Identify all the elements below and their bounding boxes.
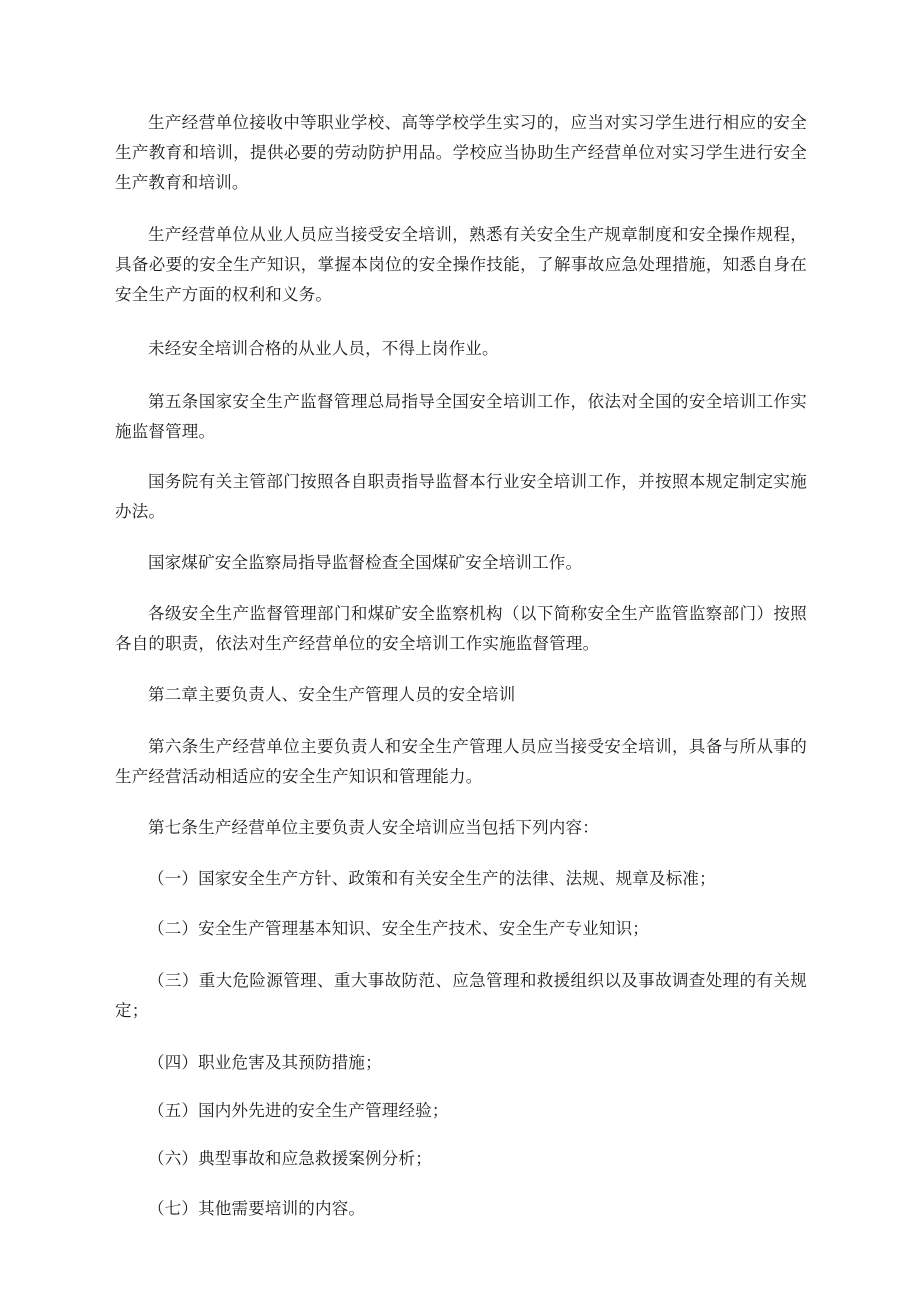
list-item-4: （四）职业危害及其预防措施； [148, 1053, 382, 1072]
paragraph-no-unqualified: 未经安全培训合格的从业人员，不得上岗作业。 [148, 339, 499, 358]
paragraph-intern-training: 生产经营单位接收中等职业学校、高等学校学生实习的，应当对实习学生进行相应的安全生产教育和培训，提供必要的劳动防护用品。学校应当协助生产经营单位对实习学生进行安全生产教育和培训。 [115, 113, 807, 192]
paragraph-article-5: 第五条国家安全生产监督管理总局指导全国安全培训工作，依法对全国的安全培训工作实施监督管理。 [115, 392, 807, 441]
paragraph-supervision: 各级安全生产监督管理部门和煤矿安全监察机构（以下简称安全生产监管监察部门）按照各自的职责，依法对生产经营单位的安全培训工作实施监督管理。 [115, 604, 807, 653]
list-item-2: （二）安全生产管理基本知识、安全生产技术、安全生产专业知识； [148, 919, 649, 938]
paragraph-article-7: 第七条生产经营单位主要负责人安全培训应当包括下列内容： [148, 818, 599, 837]
paragraph-article-6: 第六条生产经营单位主要负责人和安全生产管理人员应当接受安全培训，具备与所从事的生产经营活动相适应的安全生产知识和管理能力。 [115, 737, 807, 786]
paragraph-coal-mine: 国家煤矿安全监察局指导监督检查全国煤矿安全培训工作。 [148, 553, 583, 572]
chapter-2-heading: 第二章主要负责人、安全生产管理人员的安全培训 [148, 685, 516, 704]
paragraph-state-council: 国务院有关主管部门按照各自职责指导监督本行业安全培训工作，并按照本规定制定实施办法。 [115, 472, 807, 521]
paragraph-employee-training: 生产经营单位从业人员应当接受安全培训，熟悉有关安全生产规章制度和安全操作规程，具备必要的安全生产知识，掌握本岗位的安全操作技能，了解事故应急处理措施，知悉自身在安全生产方面的权利和义务。 [115, 225, 807, 304]
list-item-3: （三）重大危险源管理、重大事故防范、应急管理和救援组织以及事故调查处理的有关规定； [115, 971, 807, 1020]
list-item-5: （五）国内外先进的安全生产管理经验； [148, 1101, 449, 1120]
list-item-6: （六）典型事故和应急救援案例分析； [148, 1149, 432, 1168]
list-item-7: （七）其他需要培训的内容。 [148, 1199, 366, 1218]
list-item-1: （一）国家安全生产方针、政策和有关安全生产的法律、法规、规章及标准； [148, 869, 716, 888]
